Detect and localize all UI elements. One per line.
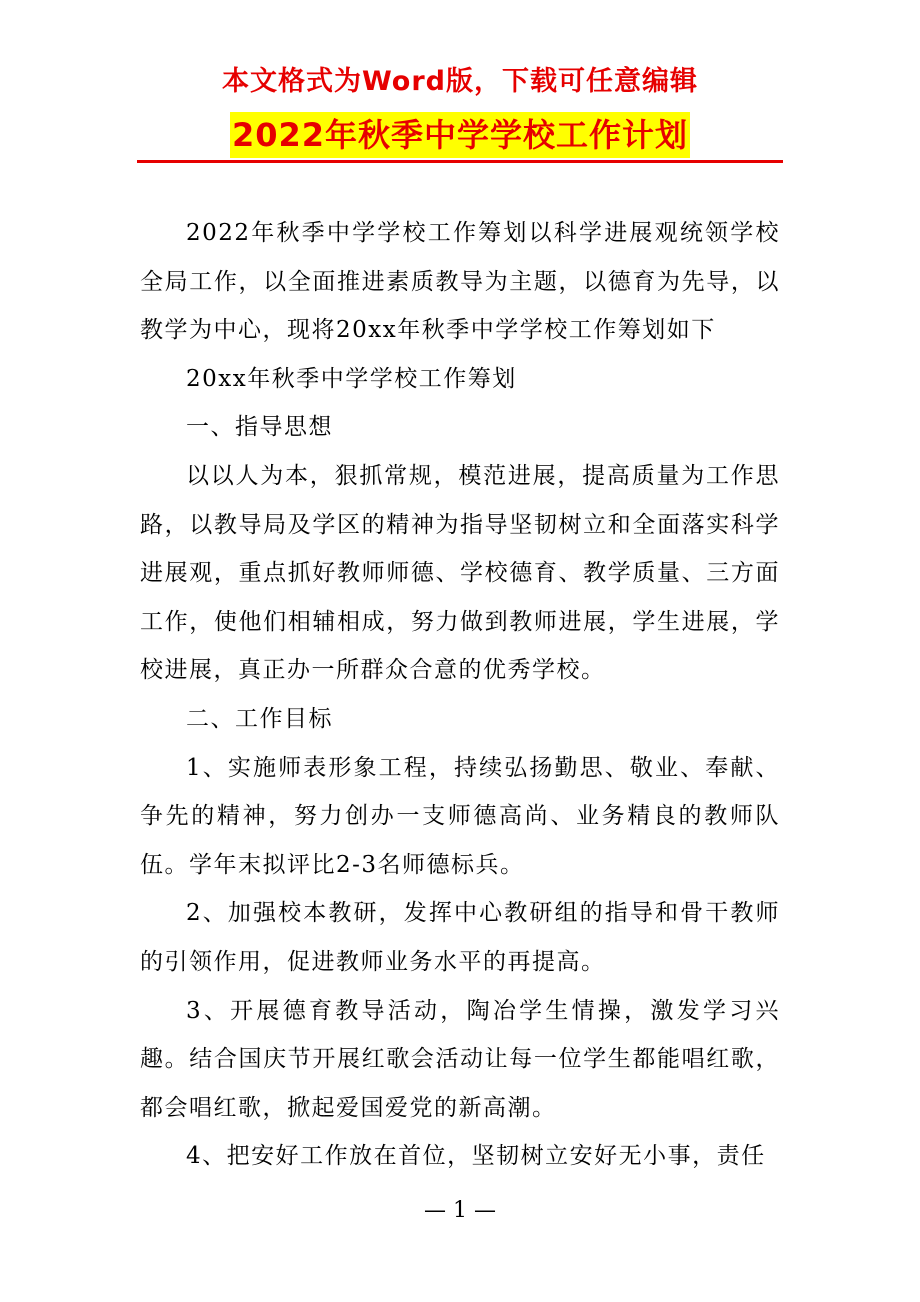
section-heading-work-goals: 二、工作目标: [186, 705, 333, 732]
paragraph-goal-3: 3、开展德育教导活动，陶冶学生情操，激发学习兴趣。结合国庆节开展红歌会活动让每一位学生都能唱红歌，都会唱红歌，掀起爱国爱党的新高潮。: [140, 997, 780, 1121]
paragraph-intro: 2022年秋季中学学校工作筹划以科学进展观统领学校全局工作，以全面推进素质教导为主题，以德育为先导，以教学为中心，现将20xx年秋季中学学校工作筹划如下: [140, 220, 780, 344]
paragraph-plan-heading: 20xx年秋季中学学校工作筹划: [186, 365, 517, 392]
title-divider: [137, 160, 783, 163]
page-number: — 1 —: [424, 1198, 496, 1223]
document-body: [140, 209, 780, 1181]
title-container: [0, 112, 920, 158]
paragraph-goal-4: 4、把安好工作放在首位，坚韧树立安好无小事，责任: [186, 1143, 766, 1170]
paragraph-goal-1: 1、实施师表形象工程，持续弘扬勤思、敬业、奉献、争先的精神，努力创办一支师德高尚、业务精良的教师队伍。学年末拟评比2-3名师德标兵。: [140, 754, 780, 878]
paragraph-guiding-ideology: 以以人为本，狠抓常规，模范进展，提高质量为工作思路，以教导局及学区的精神为指导坚韧树立和全面落实科学进展观，重点抓好教师师德、学校德育、教学质量、三方面工作，使他们相辅相成，努力做到教师进展，学生进展，学校进展，真正办一所群众合意的优秀学校。: [140, 462, 780, 684]
download-banner: 本文格式为Word版，下载可任意编辑: [221, 66, 698, 97]
paragraph-goal-2: 2、加强校本教研，发挥中心教研组的指导和骨干教师的引领作用，促进教师业务水平的再提高。: [140, 900, 780, 975]
document-title: 2022年秋季中学学校工作计划: [230, 112, 690, 158]
section-heading-guiding-ideology: 一、指导思想: [186, 414, 333, 441]
